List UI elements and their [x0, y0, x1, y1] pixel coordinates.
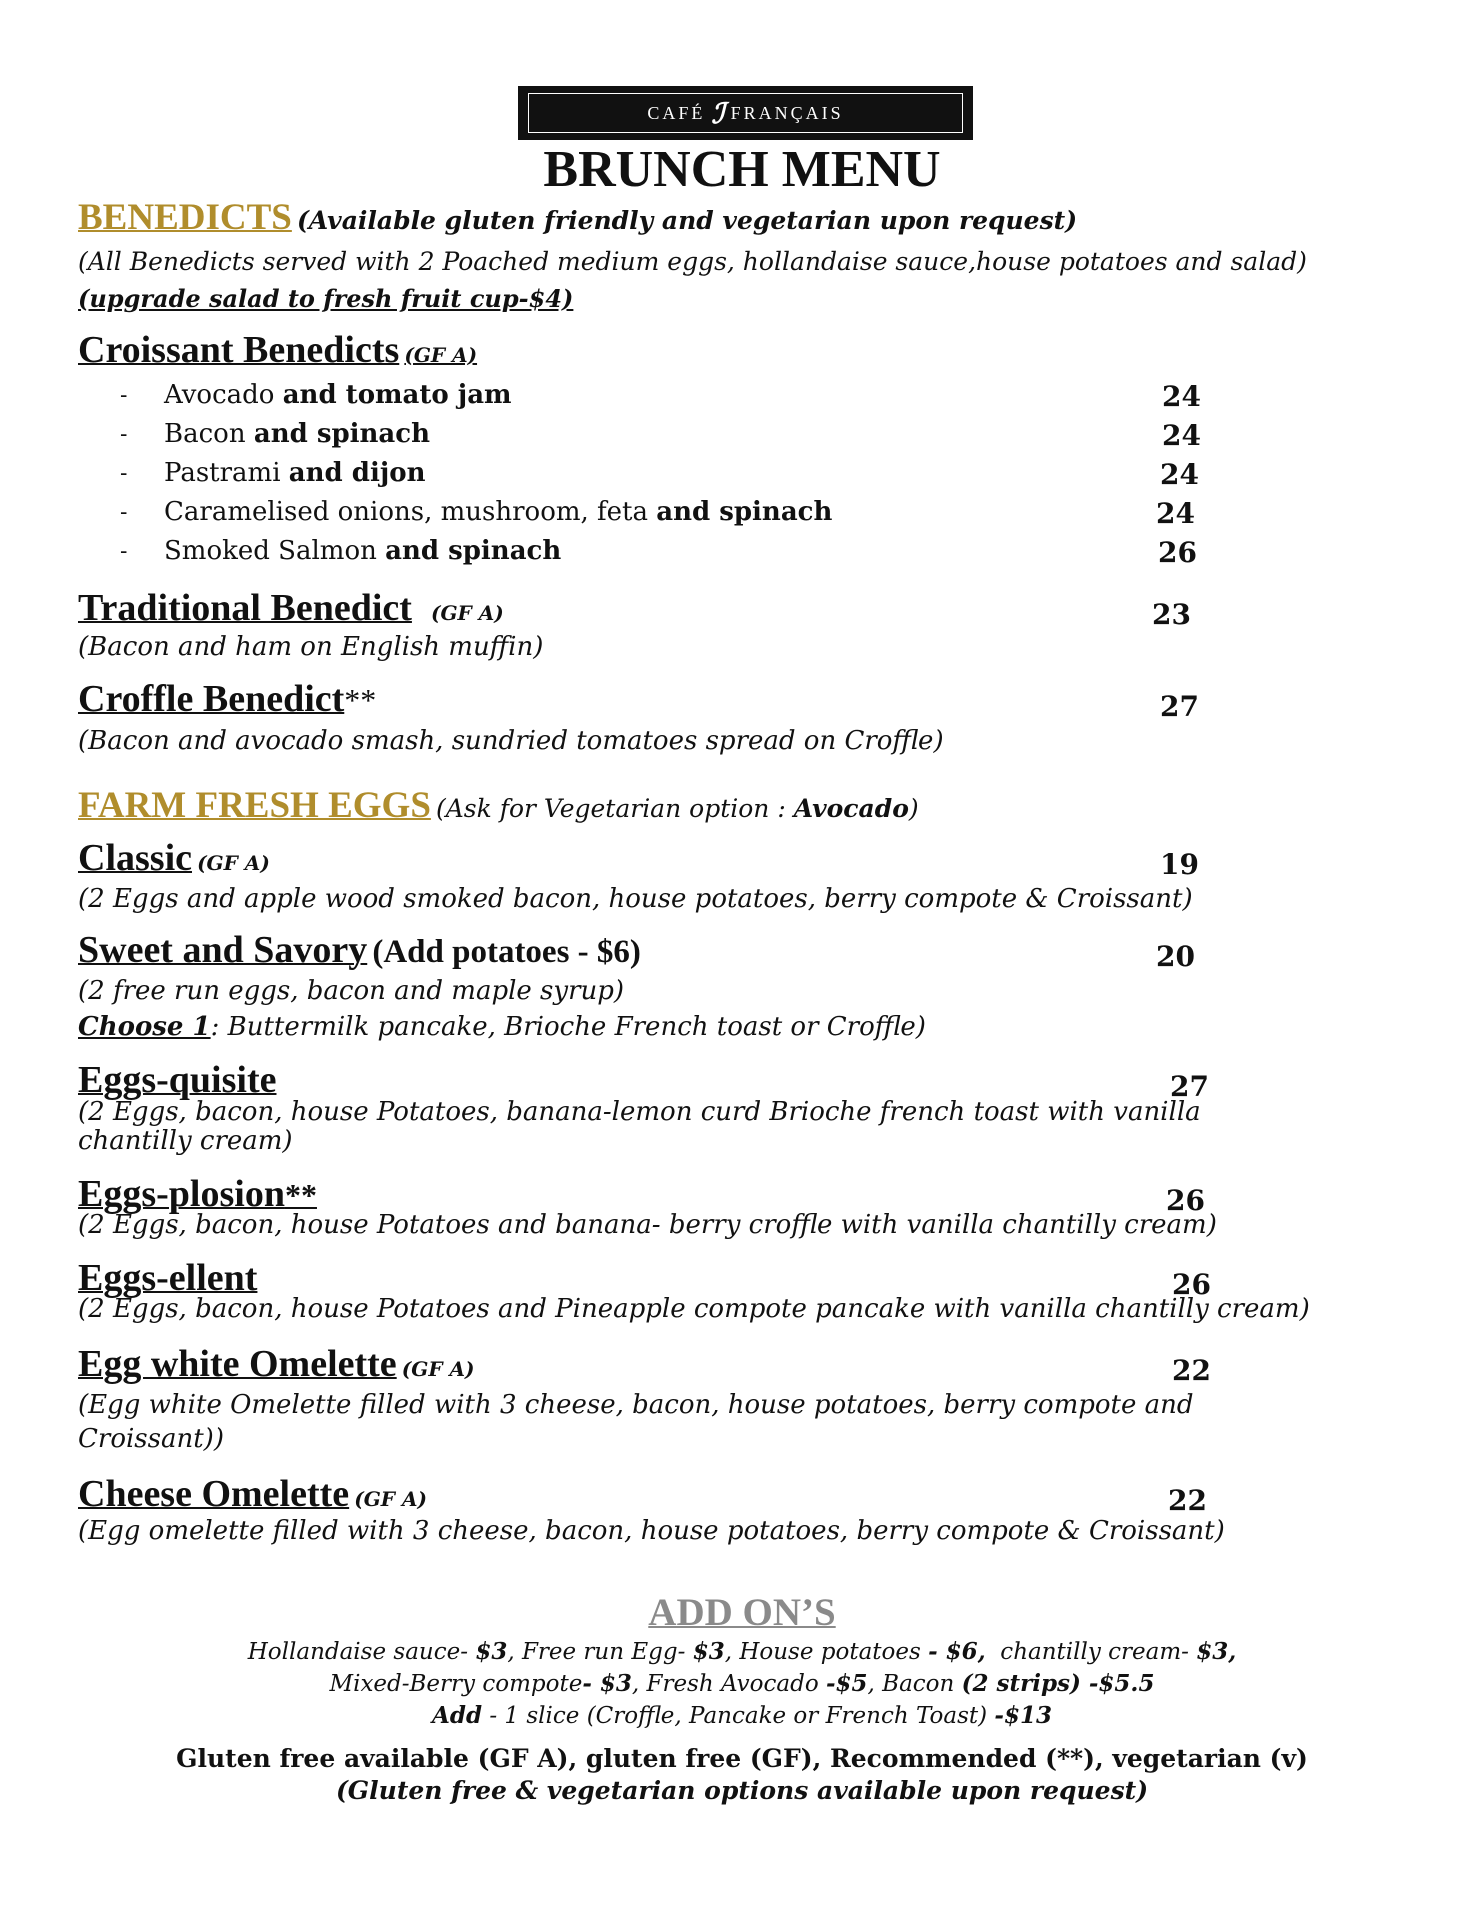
dietary-legend: Gluten free available (GF A), gluten free (GF), Recommended (**), vegetarian (v) — [176, 1744, 1308, 1773]
dietary-note: (Gluten free & vegetarian options available upon request) — [335, 1776, 1149, 1805]
item-title-text: Eggs-plosion — [78, 1173, 285, 1215]
list-item — [120, 497, 833, 527]
item-price: 26 — [1172, 1268, 1211, 1301]
item-price: 20 — [1156, 940, 1195, 973]
item-title: Eggs-ellent — [78, 1257, 258, 1299]
item-price: 24 — [1156, 497, 1195, 530]
description-line: Croissant)) — [78, 1424, 224, 1454]
recommended-stars: ** — [344, 682, 377, 718]
benedicts-heading-row — [78, 196, 1077, 239]
item-bold: and spinach — [253, 419, 431, 449]
addons-line — [0, 1702, 1484, 1729]
item-title — [78, 1173, 317, 1215]
addon-text: Hollandaise sauce- — [247, 1639, 476, 1665]
item-plain: Bacon — [164, 419, 246, 449]
addons-line — [0, 1670, 1484, 1697]
item-price: 27 — [1170, 1070, 1209, 1103]
logo-text-left: CAFÉ — [647, 102, 706, 123]
bullet-dash: - — [120, 422, 128, 447]
item-bold: and dijon — [288, 458, 426, 488]
item-bold: and spinach — [656, 497, 833, 527]
addon-price-text: $3 — [475, 1638, 508, 1665]
description-line: (2 Eggs, bacon, house Potatoes, banana-lemon curd Brioche french toast with vanilla — [78, 1097, 1201, 1127]
croissant-benedicts-heading — [78, 328, 477, 372]
cheese-omelette-heading — [78, 1472, 427, 1516]
item-title: Classic — [78, 837, 192, 879]
bullet-dash: - — [120, 500, 128, 525]
farm-heading-row — [78, 784, 919, 827]
choose-line — [78, 1012, 926, 1043]
logo-text-right: FRANÇAIS — [730, 102, 844, 123]
item-plain: Caramelised onions, mushroom, feta — [164, 497, 648, 527]
addon-price-text: Add — [432, 1702, 483, 1729]
item-bold: and tomato jam — [282, 380, 512, 410]
section-heading-farm-fresh-eggs: FARM FRESH EGGS — [78, 785, 431, 826]
benedicts-note: (Available gluten friendly and vegetarian upon request) — [296, 206, 1078, 235]
item-title: Egg white Omelette — [78, 1343, 397, 1385]
item-text — [164, 380, 512, 410]
item-description: (2 Eggs, bacon, house Potatoes and banana- berry croffle with vanilla chantilly cream) — [78, 1210, 1217, 1240]
item-description: (2 Eggs and apple wood smoked bacon, house potatoes, berry compote & Croissant) — [78, 884, 1193, 914]
item-description: (Bacon and avocado smash, sundried tomatoes spread on Croffle) — [78, 726, 944, 756]
add-potatoes-note: (Add potatoes - $6) — [372, 934, 641, 970]
addon-text: chantilly cream- — [985, 1639, 1197, 1665]
item-price: 26 — [1158, 536, 1197, 569]
item-title: Eggs-quisite — [78, 1059, 277, 1101]
bullet-dash: - — [120, 383, 128, 408]
croffle-benedict-heading — [78, 677, 376, 721]
item-text — [164, 497, 832, 527]
description-line: chantilly cream) — [78, 1126, 293, 1156]
addon-text: , House potatoes — [724, 1639, 929, 1665]
benedicts-served-note: (All Benedicts served with 2 Poached medium eggs, hollandaise sauce,house potatoes and salad) — [78, 247, 1307, 276]
item-price: 19 — [1160, 848, 1199, 881]
list-item — [120, 458, 426, 488]
item-price: 24 — [1160, 458, 1199, 491]
gfa-tag: (GF A) — [401, 1357, 475, 1381]
item-description: (2 free run eggs, bacon and maple syrup) — [78, 976, 625, 1006]
item-title: Croffle Benedict — [78, 678, 345, 720]
addon-text: , Free run Egg- — [507, 1639, 693, 1665]
section-heading-benedicts: BENEDICTS — [78, 197, 292, 238]
addon-price-text: $3, — [1196, 1638, 1237, 1665]
addon-price-text: - $6, — [928, 1638, 986, 1665]
classic-heading — [78, 836, 270, 880]
item-description — [78, 1388, 1194, 1456]
item-title: Sweet and Savory — [78, 929, 368, 971]
bullet-dash: - — [120, 539, 128, 564]
addon-text: , Fresh Avocado — [631, 1671, 826, 1697]
item-title: Traditional Benedict — [78, 587, 412, 629]
item-title: Croissant Benedicts — [78, 329, 400, 371]
item-title: Cheese Omelette — [78, 1473, 350, 1515]
item-description: (Egg omelette filled with 3 cheese, bacon, house potatoes, berry compote & Croissant) — [78, 1516, 1225, 1546]
addon-price-text: -$5 — [825, 1670, 868, 1697]
item-bold: and spinach — [385, 536, 562, 566]
choose-label: Choose 1 — [78, 1012, 211, 1042]
item-price: 27 — [1160, 690, 1199, 723]
gfa-tag: (GF A) — [354, 1487, 427, 1511]
addon-price-text: (2 strips) -$5.5 — [961, 1670, 1155, 1697]
logo-monogram: ℐ — [711, 96, 725, 130]
gfa-tag: (GF A) — [431, 601, 504, 625]
sweet-savory-heading — [78, 928, 641, 972]
benedicts-upgrade-note: (upgrade salad to fresh fruit cup-$4) — [78, 284, 574, 313]
bullet-dash: - — [120, 461, 128, 486]
recommended-stars: ** — [284, 1177, 317, 1213]
eggs-quisite-heading — [78, 1058, 286, 1102]
addons-line — [0, 1638, 1484, 1665]
gfa-tag: (GF A) — [404, 343, 478, 367]
item-price: 23 — [1152, 598, 1191, 631]
item-price: 22 — [1168, 1484, 1207, 1517]
choose-text: : Buttermilk pancake, Brioche French toast or Croffle) — [210, 1012, 926, 1042]
item-description — [78, 1098, 1201, 1156]
gfa-tag: (GF A) — [197, 851, 270, 875]
addon-price-text: $3 — [692, 1638, 725, 1665]
addon-price-text: -$13 — [994, 1702, 1052, 1729]
item-plain: Smoked Salmon — [164, 536, 377, 566]
farm-note-prefix: (Ask for Vegetarian option : — [436, 794, 794, 823]
logo-frame — [528, 93, 963, 133]
item-price: 24 — [1162, 419, 1201, 452]
item-price: 22 — [1172, 1354, 1211, 1387]
description-line: (Egg white Omelette filled with 3 cheese, bacon, house potatoes, berry compote and — [78, 1390, 1194, 1420]
item-price: 26 — [1166, 1184, 1205, 1217]
addon-text: , Bacon — [867, 1671, 962, 1697]
farm-note-bold: Avocado — [793, 794, 909, 823]
list-item — [120, 536, 562, 566]
traditional-benedict-heading — [78, 586, 504, 630]
item-price: 24 — [1162, 380, 1201, 413]
list-item — [120, 419, 431, 449]
section-heading-add-ons: ADD ON’S — [648, 1591, 836, 1634]
item-description: (Bacon and ham on English muffin) — [78, 632, 544, 662]
item-plain: Pastrami — [164, 458, 281, 488]
farm-note-suffix: ) — [908, 794, 919, 823]
addon-text: - 1 slice (Croffle, Pancake or French Toast) — [482, 1703, 995, 1729]
addon-price-text: - $3 — [582, 1670, 632, 1697]
item-text — [164, 458, 426, 488]
cafe-logo — [518, 86, 973, 140]
item-plain: Avocado — [164, 380, 275, 410]
list-item — [120, 380, 512, 410]
egg-white-omelette-heading — [78, 1342, 474, 1386]
page-title: BRUNCH MENU — [543, 141, 941, 198]
item-text — [164, 536, 561, 566]
item-description: (2 Eggs, bacon, house Potatoes and Pineapple compote pancake with vanilla chantilly cream) — [78, 1294, 1310, 1324]
item-text — [164, 419, 430, 449]
addon-text: Mixed-Berry compote — [329, 1671, 583, 1697]
